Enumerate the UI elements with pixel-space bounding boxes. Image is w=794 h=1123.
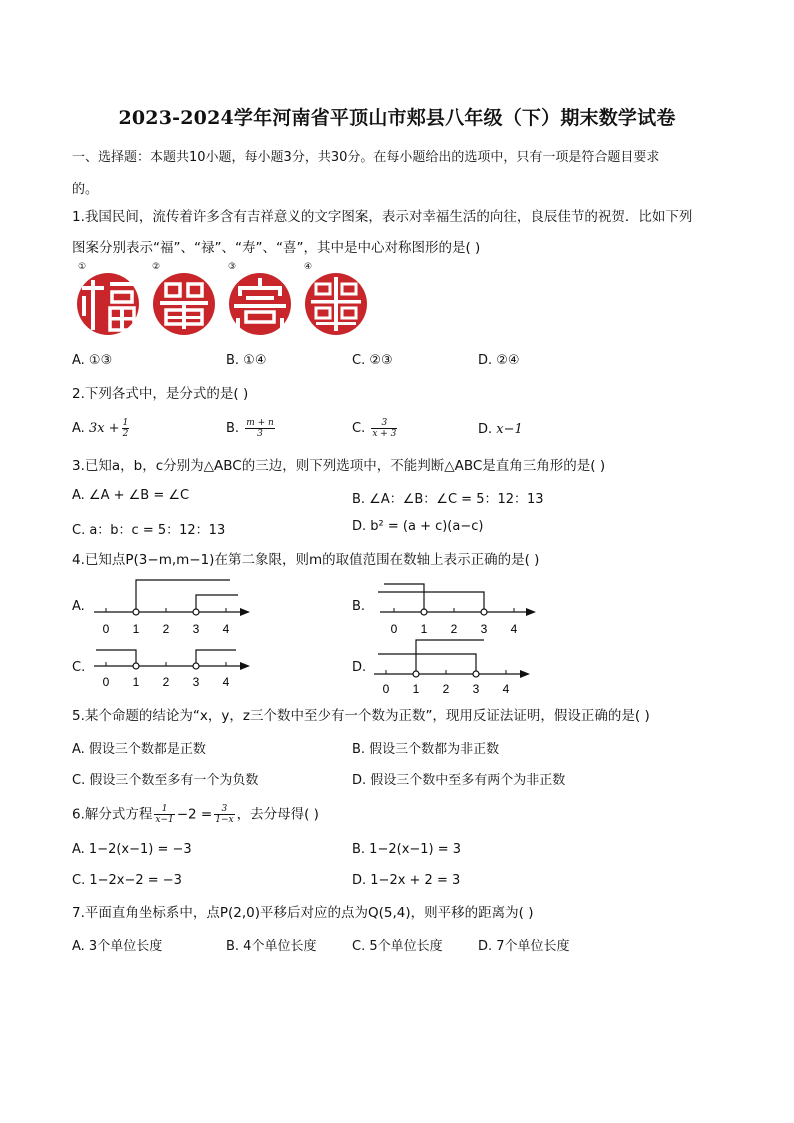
numerator: 3: [214, 804, 234, 815]
section-heading-line-2: 的。: [72, 182, 99, 197]
tick-label-3: 3: [472, 682, 480, 696]
expression: x−1: [496, 422, 523, 437]
lu-pattern-image: [150, 262, 220, 342]
number-line-c: [90, 642, 260, 692]
tick-label-3: 3: [480, 622, 488, 636]
image-marker-3: ③: [228, 262, 237, 272]
number-line-d: [370, 636, 540, 696]
question-4-stem: 4.已知点P(3−m,m−1)在第二象限，则m的取值范围在数轴上表示正确的是( ): [72, 552, 540, 568]
question-2-option-a: [72, 418, 131, 439]
section-heading-line-1: 一、选择题：本题共10小题，每小题3分，共30分。在每小题给出的选项中，只有一项是符合题目要求: [72, 150, 660, 165]
question-3-option-b: B. ∠A：∠B：∠C = 5：12：13: [352, 492, 544, 507]
question-6-option-a: A. 1−2(x−1) = −3: [72, 842, 192, 857]
tick-label-2: 2: [442, 682, 450, 696]
tick-label-2: 2: [162, 675, 170, 689]
image-marker-4: ④: [304, 262, 313, 272]
shou-pattern-image: [226, 262, 296, 342]
tick-label-4: 4: [510, 622, 518, 636]
fraction: [371, 418, 397, 439]
question-6-option-b: B. 1−2(x−1) = 3: [352, 842, 462, 857]
denominator: x−1: [155, 815, 174, 825]
tick-label-4: 4: [222, 622, 230, 636]
xi-seal-icon: [304, 272, 368, 336]
denominator: 2: [122, 429, 129, 439]
fraction-left: [154, 804, 174, 825]
tick-label-1: 1: [132, 622, 140, 636]
question-3-option-d: D. b² = (a + c)(a−c): [352, 519, 484, 534]
stem-suffix: ，去分母得( ): [236, 806, 319, 823]
tick-label-4: 4: [222, 675, 230, 689]
lu-seal-icon: [152, 272, 216, 336]
stem-prefix: 6.解分式方程: [72, 806, 153, 823]
image-marker-1: ①: [78, 262, 87, 272]
tick-label-0: 0: [382, 682, 390, 696]
question-6-stem: [72, 804, 319, 825]
question-1-option-a: A. ①③: [72, 353, 113, 368]
stem-middle: −2 =: [176, 806, 213, 823]
fu-pattern-image: [74, 262, 144, 342]
question-5-option-a: A. 假设三个数都是正数: [72, 742, 206, 757]
tick-label-2: 2: [162, 622, 170, 636]
numerator: 1: [122, 418, 129, 428]
denominator: x + 3: [372, 429, 397, 439]
page-title: 2023-2024学年河南省平顶山市郏县八年级（下）期末数学试卷: [118, 107, 676, 129]
question-1-option-c: C. ②③: [352, 353, 393, 368]
question-1-option-d: D. ②④: [478, 353, 520, 368]
question-7-stem: 7.平面直角坐标系中，点P(2,0)平移后对应的点为Q(5,4)，则平移的距离为( ): [72, 905, 534, 921]
question-5-option-b: B. 假设三个数都为非正数: [352, 742, 500, 757]
shou-seal-icon: [228, 272, 292, 336]
xi-pattern-image: [302, 262, 372, 342]
option-letter: B.: [226, 421, 244, 436]
question-7-option-a: A. 3个单位长度: [72, 939, 163, 954]
question-3-option-c: C. a：b：c = 5：12：13: [72, 523, 226, 538]
tick-label-2: 2: [450, 622, 458, 636]
question-4-option-b-label: B.: [352, 599, 366, 614]
question-1-pattern-images: [74, 262, 374, 342]
numerator: m + n: [246, 418, 274, 428]
tick-label-1: 1: [420, 622, 428, 636]
question-5-option-c: C. 假设三个数至多有一个为负数: [72, 773, 259, 788]
tick-label-1: 1: [412, 682, 420, 696]
option-letter: D.: [478, 422, 497, 437]
question-2-option-c: [352, 418, 399, 439]
number-line-b: [376, 578, 546, 640]
question-5-option-d: D. 假设三个数中至多有两个为非正数: [352, 773, 566, 788]
image-marker-2: ②: [152, 262, 161, 272]
option-letter: C.: [352, 421, 370, 436]
tick-label-3: 3: [192, 675, 200, 689]
tick-label-0: 0: [102, 622, 110, 636]
question-7-option-d: D. 7个单位长度: [478, 939, 570, 954]
question-2-option-d: [478, 422, 523, 437]
question-4-option-d-label: D.: [352, 660, 367, 675]
tick-label-1: 1: [132, 675, 140, 689]
tick-label-0: 0: [102, 675, 110, 689]
numerator: 3: [371, 418, 397, 429]
tick-label-0: 0: [390, 622, 398, 636]
tick-label-4: 4: [502, 682, 510, 696]
question-4-option-c-label: C.: [72, 660, 86, 675]
expression: 3x +: [88, 421, 120, 436]
question-3-option-a: A. ∠A + ∠B = ∠C: [72, 488, 190, 503]
question-7-option-b: B. 4个单位长度: [226, 939, 317, 954]
fraction: [122, 418, 130, 439]
denominator: 3: [257, 429, 263, 439]
question-7-option-c: C. 5个单位长度: [352, 939, 443, 954]
question-1-stem-line-2: 图案分别表示“福”、“禄”、“寿”、“喜”，其中是中心对称图形的是( ): [72, 240, 481, 256]
question-1-stem-line-1: 1.我国民间，流传着许多含有吉祥意义的文字图案，表示对幸福生活的向往，良辰佳节的祝贺．比如下列: [72, 209, 693, 225]
fu-seal-icon: [76, 272, 140, 336]
tick-label-3: 3: [192, 622, 200, 636]
question-3-stem: 3.已知a，b，c分别为△ABC的三边，则下列选项中，不能判断△ABC是直角三角形的是( ): [72, 458, 606, 474]
question-2-stem: 2.下列各式中，是分式的是( ): [72, 386, 249, 402]
question-4-option-a-label: A.: [72, 599, 85, 614]
question-1-option-b: B. ①④: [226, 353, 267, 368]
fraction-right: [214, 804, 234, 825]
question-6-option-c: C. 1−2x−2 = −3: [72, 873, 182, 888]
number-line-a: [90, 578, 260, 640]
fraction: [245, 418, 275, 439]
option-letter: A.: [72, 421, 89, 436]
question-5-stem: 5.某个命题的结论为“x，y，z三个数中至少有一个数为正数”，现用反证法证明，假设正确的是( ): [72, 708, 650, 724]
question-6-option-d: D. 1−2x + 2 = 3: [352, 873, 461, 888]
numerator: 1: [154, 804, 174, 815]
denominator: 1−x: [215, 815, 234, 825]
question-2-option-b: [226, 418, 277, 439]
